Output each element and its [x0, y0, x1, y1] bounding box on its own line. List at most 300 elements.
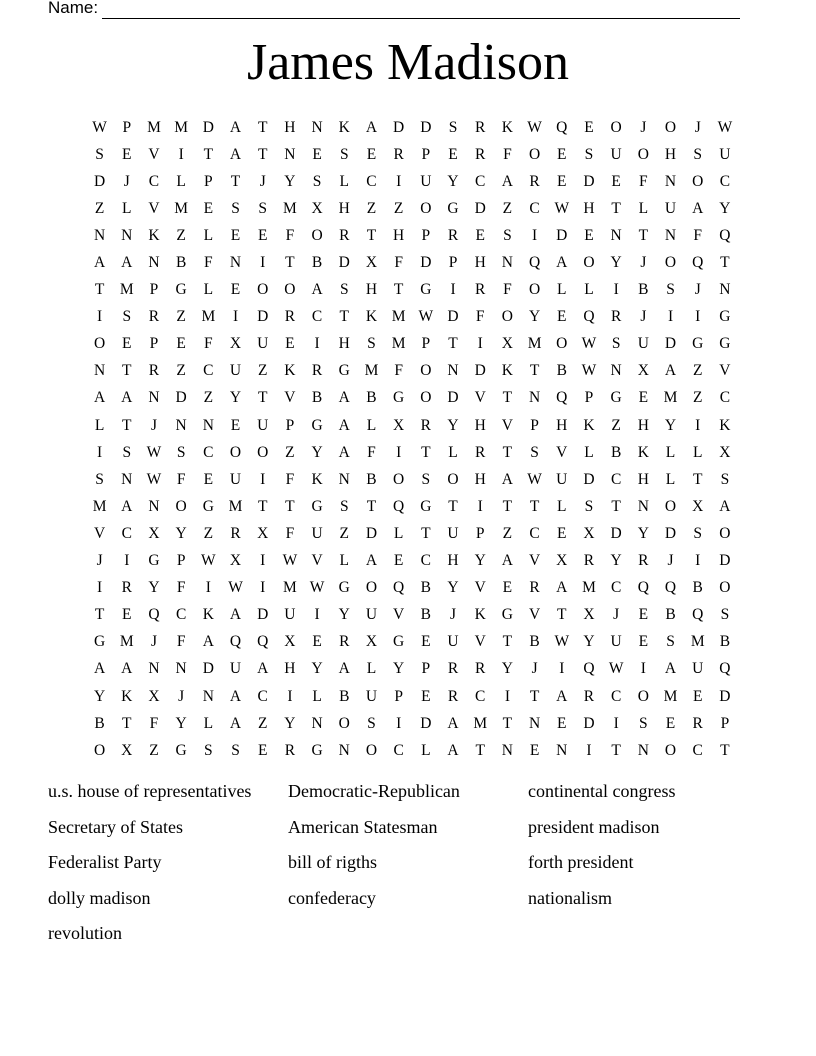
grid-letter: N — [528, 389, 541, 407]
grid-letter: R — [393, 145, 404, 163]
grid-letter: W — [527, 470, 542, 488]
grid-letter: T — [257, 145, 268, 163]
grid-letter: R — [420, 416, 432, 434]
grid-letter: D — [420, 714, 432, 732]
grid-letter: F — [394, 362, 403, 380]
grid-letter: O — [175, 497, 187, 515]
grid-letter: H — [583, 199, 595, 217]
grid-letter: M — [391, 335, 406, 353]
grid-letter: H — [284, 660, 296, 678]
grid-letter: K — [583, 416, 595, 434]
grid-letter: N — [610, 362, 622, 380]
grid-letter: X — [393, 416, 405, 434]
grid-letter: T — [720, 741, 730, 759]
grid-letter: T — [638, 226, 649, 244]
grid-letter: I — [205, 579, 211, 597]
grid-letter: I — [396, 172, 402, 190]
grid-letter: Q — [637, 579, 649, 597]
grid-letter: F — [176, 579, 186, 597]
grid-letter: R — [447, 687, 459, 705]
grid-letter: L — [203, 714, 214, 732]
grid-letter: V — [474, 633, 486, 651]
grid-letter: M — [283, 579, 297, 597]
grid-letter: W — [92, 118, 107, 136]
grid-letter: M — [174, 118, 189, 136]
grid-letter: M — [92, 497, 107, 515]
grid-letter: O — [556, 335, 568, 353]
grid-letter: J — [667, 552, 674, 570]
grid-letter: N — [175, 660, 187, 678]
grid-letter: E — [176, 335, 186, 353]
grid-letter: T — [557, 606, 567, 624]
grid-letter: A — [447, 714, 459, 732]
grid-letter: E — [557, 308, 567, 326]
grid-letter: P — [421, 226, 431, 244]
grid-letter: N — [121, 226, 133, 244]
grid-letter: N — [664, 226, 677, 244]
grid-letter: L — [393, 524, 404, 542]
grid-letter: I — [97, 308, 103, 326]
grid-letter: X — [365, 633, 378, 651]
grid-letter: Q — [692, 606, 704, 624]
grid-letter: P — [421, 335, 431, 353]
grid-letter: D — [474, 199, 486, 217]
grid-letter: P — [421, 660, 431, 678]
grid-letter: K — [311, 470, 323, 488]
grid-letter: A — [338, 416, 350, 434]
grid-letter: X — [692, 497, 704, 515]
grid-letter: M — [582, 579, 596, 597]
grid-letter: W — [309, 579, 325, 597]
grid-letter: U — [610, 145, 622, 163]
grid-letter: V — [528, 552, 541, 570]
grid-letter: J — [259, 172, 266, 190]
grid-letter: E — [611, 172, 621, 190]
grid-letter: N — [93, 362, 106, 380]
grid-letter: I — [97, 579, 103, 597]
grid-letter: G — [610, 389, 622, 407]
grid-letter: A — [121, 389, 133, 407]
grid-letter: V — [148, 199, 160, 217]
grid-letter: K — [365, 308, 378, 326]
grid-letter: M — [147, 118, 161, 136]
grid-letter: O — [664, 497, 677, 515]
grid-letter: J — [640, 308, 647, 326]
grid-letter: W — [608, 660, 624, 678]
grid-letter: F — [149, 714, 159, 732]
grid-letter: Y — [284, 714, 296, 732]
grid-letter: S — [503, 226, 512, 244]
grid-letter: T — [366, 497, 377, 515]
grid-letter: L — [692, 443, 703, 461]
grid-letter: I — [477, 335, 483, 353]
grid-letter: T — [692, 470, 703, 488]
grid-letter: L — [122, 199, 132, 217]
grid-letter: C — [148, 172, 160, 190]
grid-letter: I — [477, 497, 483, 515]
grid-letter: D — [583, 714, 595, 732]
grid-letter: T — [257, 118, 268, 136]
grid-letter: Q — [556, 389, 568, 407]
grid-letter: K — [501, 118, 513, 136]
grid-letter: E — [366, 145, 377, 163]
grid-letter: X — [121, 741, 133, 759]
grid-letter: Y — [528, 308, 541, 326]
grid-letter: A — [501, 552, 513, 570]
grid-letter: Z — [257, 362, 268, 380]
grid-letter: L — [584, 443, 594, 461]
grid-letter: Z — [502, 199, 513, 217]
grid-letter: O — [664, 254, 677, 272]
grid-letter: E — [638, 633, 649, 651]
grid-letter: S — [693, 524, 703, 542]
word-list-item: Secretary of States — [48, 816, 183, 837]
grid-letter: H — [447, 552, 459, 570]
grid-letter: F — [176, 633, 186, 651]
grid-letter: X — [229, 335, 242, 353]
grid-letter: X — [311, 199, 323, 217]
grid-letter: G — [175, 281, 187, 299]
grid-letter: G — [175, 741, 187, 759]
grid-letter: X — [229, 552, 242, 570]
grid-letter: Q — [692, 254, 704, 272]
grid-letter: M — [228, 497, 243, 515]
grid-letter: A — [229, 687, 242, 705]
grid-letter: B — [94, 714, 105, 732]
grid-letter: O — [501, 308, 513, 326]
grid-letter: G — [202, 497, 214, 515]
grid-letter: L — [448, 443, 458, 461]
grid-letter: W — [554, 633, 570, 651]
grid-letter: N — [229, 254, 242, 272]
grid-letter: L — [366, 660, 377, 678]
grid-letter: A — [338, 660, 350, 678]
grid-letter: Z — [502, 524, 513, 542]
grid-letter: T — [529, 362, 540, 380]
grid-letter: Y — [474, 552, 486, 570]
grid-letter: Z — [692, 362, 703, 380]
grid-letter: O — [311, 226, 323, 244]
grid-letter: I — [504, 687, 510, 705]
grid-letter: S — [122, 443, 132, 461]
grid-letter: R — [148, 308, 160, 326]
grid-letter: B — [420, 579, 432, 597]
grid-letter: Z — [94, 199, 105, 217]
grid-letter: E — [122, 606, 132, 624]
grid-letter: E — [257, 741, 268, 759]
grid-letter: E — [230, 226, 241, 244]
grid-letter: V — [474, 389, 486, 407]
grid-letter: E — [584, 226, 594, 244]
grid-letter: P — [421, 145, 431, 163]
grid-letter: O — [338, 714, 350, 732]
grid-letter: Z — [285, 443, 295, 461]
grid-letter: U — [257, 416, 269, 434]
grid-letter: G — [93, 633, 106, 651]
grid-letter: H — [474, 470, 486, 488]
grid-letter: I — [613, 714, 619, 732]
grid-letter: O — [719, 579, 731, 597]
grid-letter: I — [314, 335, 320, 353]
grid-letter: O — [692, 172, 704, 190]
grid-letter: X — [637, 362, 649, 380]
grid-letter: J — [640, 118, 647, 136]
grid-letter: M — [119, 633, 134, 651]
grid-letter: K — [148, 226, 160, 244]
grid-letter: F — [367, 443, 376, 461]
grid-letter: Q — [583, 308, 595, 326]
grid-letter: B — [311, 389, 323, 407]
grid-letter: C — [719, 172, 731, 190]
grid-letter: S — [584, 145, 594, 163]
grid-letter: D — [583, 470, 595, 488]
grid-letter: J — [531, 660, 538, 678]
grid-letter: G — [393, 389, 405, 407]
grid-letter: Y — [447, 579, 459, 597]
grid-letter: I — [695, 552, 701, 570]
grid-letter: B — [366, 470, 377, 488]
grid-letter: M — [364, 362, 379, 380]
grid-letter: O — [610, 118, 622, 136]
grid-letter: L — [665, 443, 676, 461]
grid-letter: O — [257, 281, 269, 299]
grid-letter: C — [257, 687, 268, 705]
grid-letter: A — [501, 470, 513, 488]
grid-letter: D — [447, 308, 459, 326]
grid-letter: E — [230, 281, 241, 299]
grid-letter: I — [260, 470, 266, 488]
grid-letter: H — [365, 281, 378, 299]
word-list — [48, 778, 768, 956]
grid-letter: V — [528, 606, 541, 624]
grid-letter: Y — [447, 172, 459, 190]
grid-letter: B — [665, 606, 676, 624]
grid-letter: R — [692, 714, 703, 732]
grid-letter: A — [311, 281, 323, 299]
grid-letter: X — [501, 335, 513, 353]
grid-letter: N — [148, 660, 160, 678]
grid-letter: L — [203, 281, 214, 299]
grid-letter: D — [420, 254, 432, 272]
grid-letter: C — [121, 524, 132, 542]
grid-letter: C — [529, 199, 540, 217]
grid-letter: Y — [175, 524, 187, 542]
grid-letter: E — [557, 145, 567, 163]
grid-letter: L — [203, 226, 214, 244]
grid-letter: Z — [176, 308, 186, 326]
grid-letter: I — [450, 281, 456, 299]
grid-letter: C — [529, 524, 540, 542]
grid-letter: T — [366, 226, 377, 244]
word-search-grid — [86, 114, 739, 764]
grid-letter: T — [529, 687, 540, 705]
grid-letter: T — [203, 145, 214, 163]
grid-letter: Q — [719, 660, 731, 678]
grid-letter: I — [667, 308, 674, 326]
grid-letter: N — [637, 741, 649, 759]
grid-letter: U — [257, 335, 269, 353]
grid-letter: Z — [393, 199, 404, 217]
grid-letter: Y — [610, 552, 622, 570]
grid-letter: D — [202, 118, 214, 136]
grid-letter: H — [474, 254, 486, 272]
grid-letter: R — [529, 579, 540, 597]
grid-letter: F — [693, 226, 703, 244]
grid-letter: Y — [284, 172, 296, 190]
grid-letter: B — [311, 254, 323, 272]
grid-letter: J — [640, 254, 647, 272]
grid-letter: C — [366, 172, 377, 190]
grid-letter: C — [475, 172, 486, 190]
name-blank-line — [102, 3, 740, 19]
grid-letter: G — [501, 606, 513, 624]
grid-letter: T — [94, 606, 105, 624]
grid-letter: I — [260, 254, 266, 272]
grid-letter: U — [229, 362, 242, 380]
grid-letter: Y — [610, 254, 622, 272]
grid-letter: W — [146, 443, 162, 461]
grid-letter: B — [339, 687, 350, 705]
grid-letter: C — [203, 443, 214, 461]
grid-letter: G — [338, 362, 350, 380]
grid-letter: S — [584, 497, 594, 515]
grid-letter: O — [583, 254, 595, 272]
grid-letter: V — [148, 145, 160, 163]
grid-letter: O — [93, 741, 106, 759]
grid-letter: S — [666, 633, 675, 651]
grid-letter: S — [204, 741, 213, 759]
grid-letter: Z — [692, 389, 703, 407]
grid-letter: X — [284, 633, 296, 651]
grid-letter: H — [637, 470, 649, 488]
grid-letter: S — [720, 470, 730, 488]
grid-letter: I — [97, 443, 103, 461]
grid-letter: E — [312, 633, 322, 651]
grid-letter: R — [339, 633, 350, 651]
grid-letter: L — [176, 172, 186, 190]
grid-letter: N — [148, 389, 160, 407]
grid-letter: A — [692, 199, 704, 217]
grid-letter: L — [339, 552, 350, 570]
grid-letter: N — [556, 741, 568, 759]
grid-letter: E — [448, 145, 458, 163]
grid-letter: W — [282, 552, 298, 570]
grid-letter: A — [121, 660, 133, 678]
grid-letter: S — [339, 497, 349, 515]
grid-letter: B — [556, 362, 567, 380]
grid-letter: W — [717, 118, 733, 136]
grid-letter: V — [93, 524, 106, 542]
grid-letter: T — [122, 362, 132, 380]
grid-letter: N — [202, 687, 214, 705]
grid-letter: C — [719, 389, 731, 407]
word-list-item: nationalism — [528, 887, 612, 908]
grid-letter: N — [311, 118, 323, 136]
grid-letter: S — [367, 335, 376, 353]
grid-letter: U — [311, 524, 323, 542]
grid-letter: Y — [148, 579, 160, 597]
grid-letter: P — [720, 714, 730, 732]
grid-letter: E — [122, 145, 132, 163]
grid-letter: H — [284, 118, 296, 136]
grid-letter: E — [638, 606, 649, 624]
grid-letter: U — [365, 606, 378, 624]
grid-letter: B — [175, 254, 187, 272]
grid-letter: F — [503, 281, 512, 299]
grid-letter: S — [421, 470, 431, 488]
word-list-item: continental congress — [528, 781, 676, 801]
grid-letter: A — [556, 687, 568, 705]
grid-letter: F — [503, 145, 512, 163]
grid-letter: X — [583, 606, 595, 624]
word-list-item: Democratic-Republican — [288, 781, 460, 801]
grid-letter: N — [284, 145, 296, 163]
grid-letter: E — [122, 335, 132, 353]
grid-letter: O — [528, 281, 541, 299]
word-list-item: confederacy — [288, 887, 376, 908]
word-list-item: forth president — [528, 852, 634, 872]
grid-letter: S — [176, 443, 186, 461]
grid-letter: V — [393, 606, 405, 624]
grid-letter: R — [610, 308, 622, 326]
grid-letter: N — [501, 741, 513, 759]
grid-letter: T — [393, 281, 404, 299]
grid-letter: N — [719, 281, 731, 299]
grid-letter: I — [396, 714, 402, 732]
grid-letter: A — [121, 497, 133, 515]
grid-letter: A — [338, 443, 350, 461]
grid-letter: P — [448, 254, 458, 272]
grid-letter: Z — [339, 524, 350, 542]
grid-letter: Q — [583, 660, 595, 678]
grid-letter: A — [229, 714, 242, 732]
grid-letter: S — [122, 308, 132, 326]
grid-letter: Q — [257, 633, 269, 651]
grid-letter: V — [719, 362, 731, 380]
grid-letter: S — [95, 470, 104, 488]
grid-letter: D — [257, 308, 269, 326]
grid-letter: R — [447, 660, 459, 678]
grid-letter: D — [257, 606, 269, 624]
grid-letter: O — [393, 470, 405, 488]
grid-letter: Y — [583, 633, 595, 651]
grid-letter: S — [720, 606, 730, 624]
grid-letter: O — [719, 524, 731, 542]
grid-letter: E — [203, 199, 214, 217]
grid-letter: G — [420, 497, 432, 515]
grid-letter: S — [339, 145, 349, 163]
grid-letter: O — [365, 579, 378, 597]
grid-letter: O — [664, 741, 677, 759]
grid-letter: Y — [311, 660, 323, 678]
grid-letter: Q — [528, 254, 541, 272]
grid-letter: Q — [664, 579, 677, 597]
grid-letter: S — [530, 443, 539, 461]
grid-letter: E — [665, 714, 676, 732]
grid-letter: T — [421, 443, 431, 461]
grid-letter: R — [284, 308, 296, 326]
grid-letter: Q — [229, 633, 242, 651]
grid-letter: S — [693, 145, 703, 163]
grid-letter: U — [664, 199, 677, 217]
grid-letter: R — [148, 362, 160, 380]
grid-letter: E — [285, 335, 295, 353]
grid-letter: U — [637, 335, 649, 353]
grid-letter: N — [501, 254, 513, 272]
grid-letter: N — [93, 226, 106, 244]
grid-letter: I — [178, 145, 184, 163]
grid-letter: A — [229, 118, 242, 136]
